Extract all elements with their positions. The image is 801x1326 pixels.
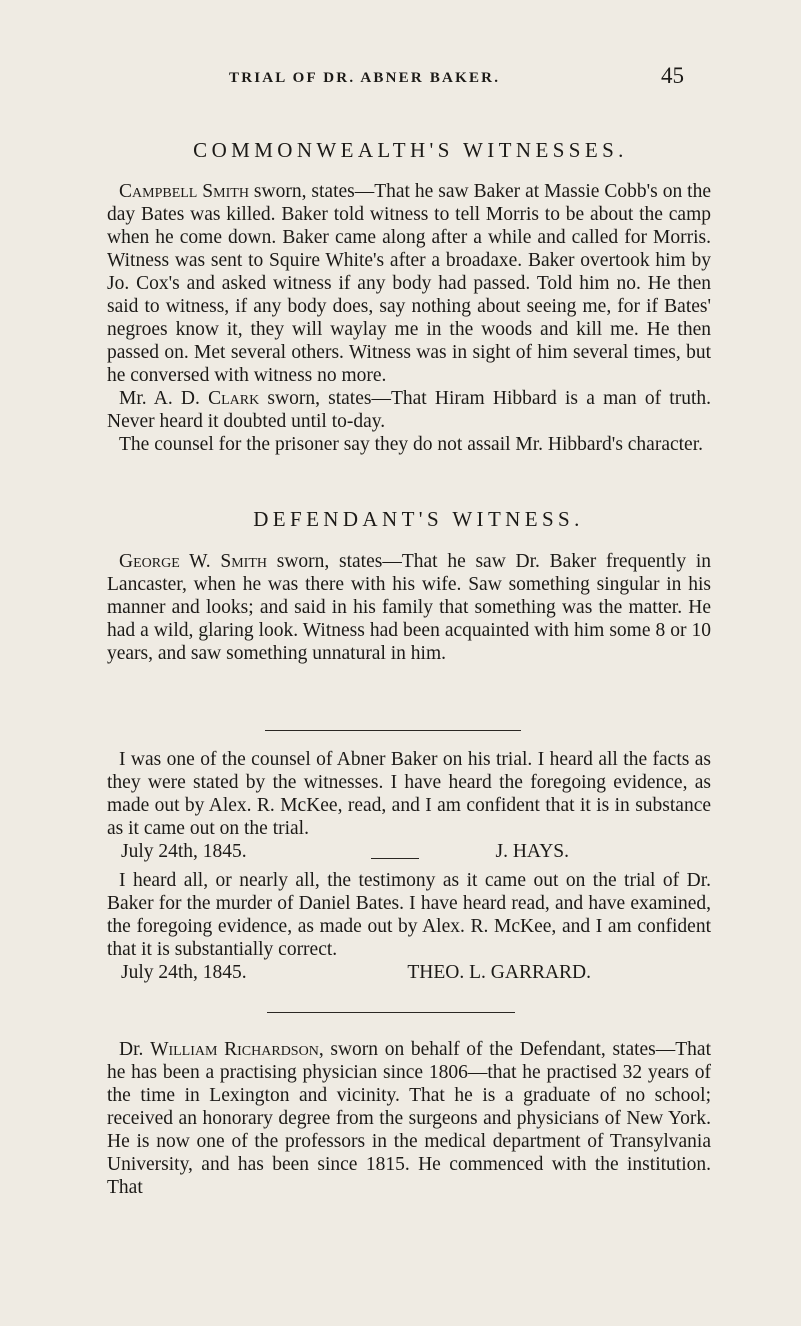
garrard-certification [107,869,711,984]
garrard-signature: THEO. L. GARRARD. [407,962,591,983]
defendants-witness-heading: DEFENDANT'S WITNESS. [253,507,584,531]
defendant-testimony [107,550,711,665]
section-divider [265,730,521,731]
hays-signature-line [107,840,711,863]
hays-signature: J. HAYS. [495,841,569,862]
hays-statement: I was one of the counsel of Abner Baker on his trial. I heard all the facts as they were stated by the witnesses. I have heard the foregoing evidence, as made out by Alex. R. McKee, read, and I am confident that it is in substance as it came out on the trial. [107,749,711,839]
commonwealth-witnesses-heading: COMMONWEALTH'S WITNESSES. [193,138,628,162]
witness-name: Clark [208,388,260,409]
garrard-signature-line [107,961,711,984]
richardson-statement: Dr. William Richardson, sworn on behalf of the Defendant, states—That he has been a practising physician since 1806—that he practised 32 years of the time in Lexington and vicinity. That he is a graduate of no school; received an honorary degree from the surgeons and physicians of New York. He is now one of the professors in the medical department of Transylvania University, and has been since 1815. He commenced with the institution. That [107,1039,712,1198]
hays-certification [107,748,711,863]
page-number: 45 [661,63,684,88]
running-head-title: TRIAL OF DR. ABNER BAKER. [229,70,501,86]
garrard-date: July 24th, 1845. [121,962,247,983]
section-divider-2 [267,1012,515,1013]
commonwealth-testimony [107,180,711,456]
garrard-statement: I heard all, or nearly all, the testimony as it came out on the trial of Dr. Baker for the murder of Daniel Bates. I have heard read, and have examined, the foregoing evidence, as made out by Alex. R. McKee, and I am confident that it is substantially correct. [107,870,711,960]
witness-name: William Richardson [150,1039,319,1060]
richardson-testimony [107,1038,711,1199]
clark-testimony: Mr. A. D. Clark sworn, states—That Hiram Hibbard is a man of truth. Never heard it doubted until to-day. [107,388,711,432]
running-head [229,70,659,87]
hays-date: July 24th, 1845. [121,841,247,862]
short-divider [371,858,419,859]
witness-name: Campbell Smith [119,181,249,202]
george-smith-testimony: George W. Smith sworn, states—That he saw Dr. Baker frequently in Lancaster, when he was there with his wife. Saw something singular in his manner and looks; and said in his family that something was the matter. He had a wild, glaring look. Witness had been acquainted with him some 8 or 10 years, and saw something unnatural in him. [107,551,711,664]
campbell-smith-testimony: Campbell Smith sworn, states—That he saw Baker at Massie Cobb's on the day Bates was killed. Baker told witness to tell Morris to be about the camp when he come down. Baker came along after a while and called for Morris. Witness was sent to Squire White's after a broadaxe. Baker overtook him by Jo. Cox's and asked witness if any body had passed. Told him no. He then said to witness, if any body does, say nothing about seeing me, for if Bates' negroes know it, they will waylay me in the woods and kill me. He then passed on. Met several others. Witness was in sight of him several times, but he conversed with witness no more. [107,181,711,386]
counsel-statement: The counsel for the prisoner say they do not assail Mr. Hibbard's character. [119,434,704,455]
